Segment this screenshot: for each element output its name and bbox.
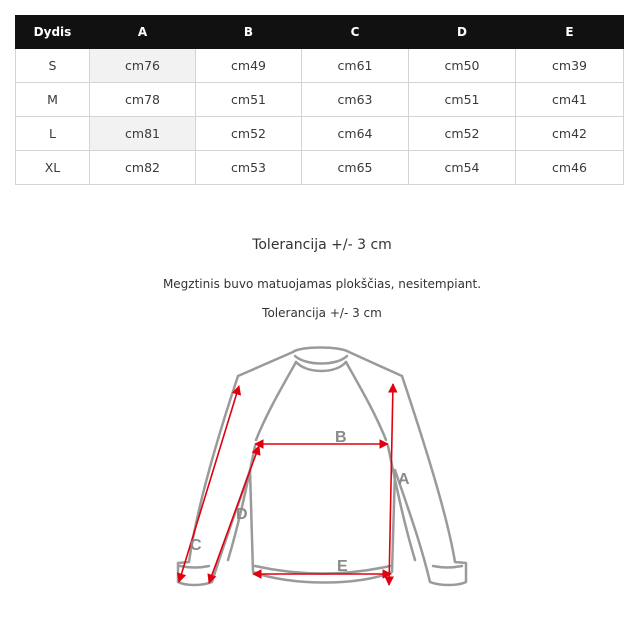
table-row (16, 49, 624, 83)
table-cell: cm51 (409, 83, 516, 117)
label-e: E (337, 558, 348, 575)
table-cell: cm52 (196, 117, 302, 151)
header-b: B (196, 16, 302, 49)
table-cell: cm82 (90, 151, 196, 185)
table-header-row (16, 16, 624, 49)
table-cell: cm81 (90, 117, 196, 151)
table-cell: cm39 (516, 49, 624, 83)
measurement-note: Megztinis buvo matuojamas plokščias, nesitempiant. (162, 277, 482, 291)
table-cell: L (16, 117, 90, 151)
table-cell: cm41 (516, 83, 624, 117)
tolerance-subtext: Tolerancija +/- 3 cm (262, 306, 382, 320)
table-cell: cm46 (516, 151, 624, 185)
header-c: C (302, 16, 409, 49)
table-cell: M (16, 83, 90, 117)
header-e: E (516, 16, 624, 49)
tolerance-heading: Tolerancija +/- 3 cm (252, 237, 392, 253)
table-cell: cm61 (302, 49, 409, 83)
table-cell: cm53 (196, 151, 302, 185)
measurement-arrows (179, 384, 393, 585)
table-row (16, 83, 624, 117)
table-cell: S (16, 49, 90, 83)
table-cell: cm42 (516, 117, 624, 151)
table-row (16, 117, 624, 151)
table-cell: cm51 (196, 83, 302, 117)
table-cell: cm78 (90, 83, 196, 117)
table-cell: cm49 (196, 49, 302, 83)
label-d: D (236, 506, 248, 523)
table-cell: cm54 (409, 151, 516, 185)
table-cell: cm52 (409, 117, 516, 151)
table-cell: cm63 (302, 83, 409, 117)
label-a: A (398, 471, 410, 488)
header-size: Dydis (16, 16, 90, 49)
size-table (15, 15, 624, 185)
table-cell: cm50 (409, 49, 516, 83)
table-cell: cm76 (90, 49, 196, 83)
table-cell: XL (16, 151, 90, 185)
header-a: A (90, 16, 196, 49)
table-row (16, 151, 624, 185)
sweater-measurement-diagram (0, 330, 644, 610)
header-d: D (409, 16, 516, 49)
measurement-labels (190, 429, 410, 575)
table-cell: cm65 (302, 151, 409, 185)
label-b: B (335, 429, 347, 446)
label-c: C (190, 537, 202, 554)
table-cell: cm64 (302, 117, 409, 151)
